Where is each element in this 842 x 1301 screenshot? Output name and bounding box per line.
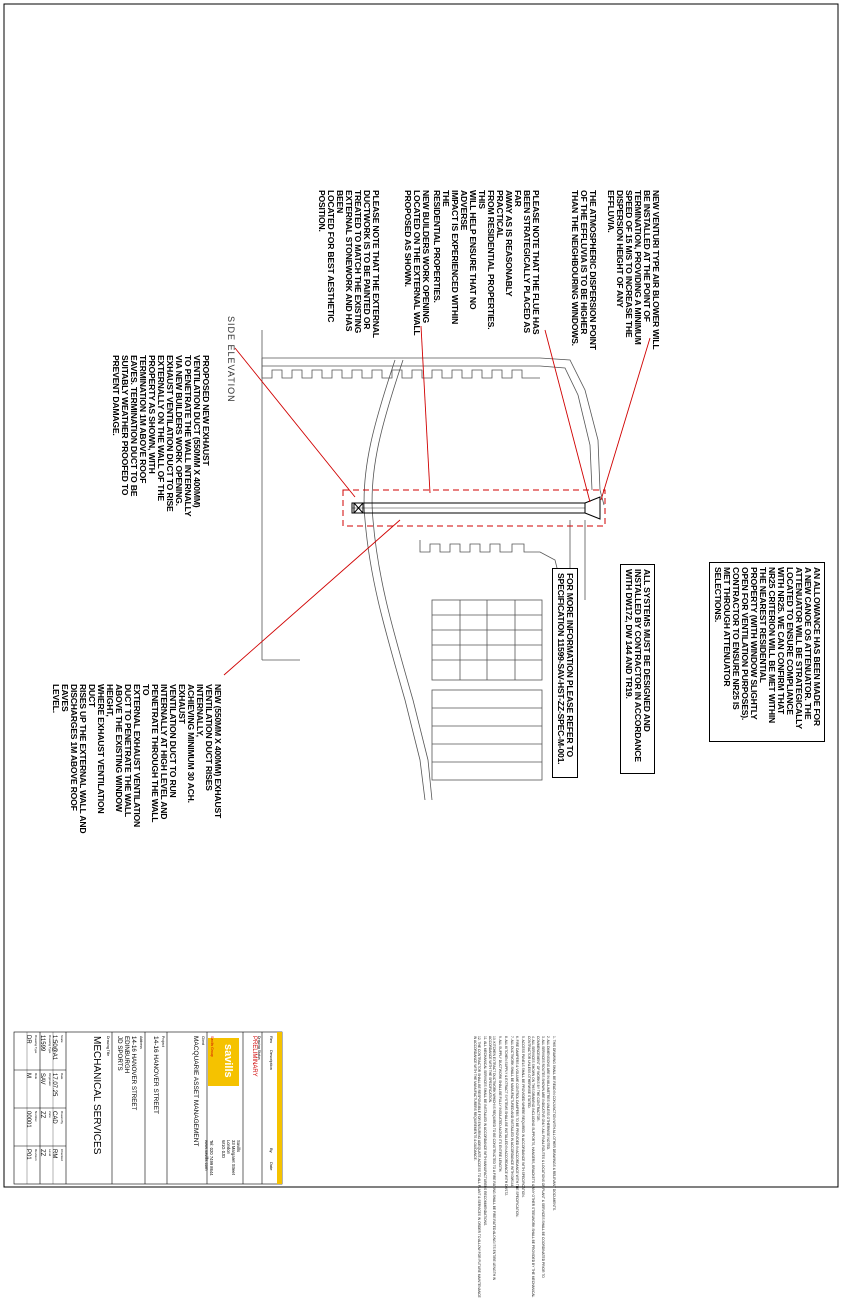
field-label: Date bbox=[60, 1073, 64, 1080]
field-value: DR bbox=[25, 1035, 31, 1044]
address-label: Address bbox=[139, 1036, 143, 1049]
field-label: Role bbox=[34, 1073, 38, 1080]
general-note: 2. ALL DIMENSIONS ARE IN MILLIMETRES UNLESS OTHERWISE NOTED. bbox=[546, 1036, 551, 1150]
field-value: ZZ bbox=[39, 1149, 45, 1157]
flue-placement-note: PLEASE NOTE THAT THE FLUE HAS BEEN STRATEGICALLY PLACED AS FAR AWAY AS IS REASONABLY PRACTICAL FROM RESIDENTIAL PROPERTIES. THIS WILL HELP ENSURE THAT NO ADVERSE IMPACT IS EXPERIENCED WITHIN THE RESIDENTIAL PROPERTIES. bbox=[431, 190, 541, 335]
revision-header-by: By bbox=[269, 1148, 274, 1153]
venturi-blower-note: NEW VENTURI TYPE AIR BLOWER WILL BE INSTALLED AT THE POINT OF TERMINATION, PROVIDING A MINIMUM SPEED OF 15 M/S TO INCREASE THE DISPERSION HEIGHT OF ANY EFFLUVIA. THE ATMOSPHERIC DISPERSION POINT OF THE EFFLUVIA IS TO BE HIGHER THAN THE NEIGHBOURING WINDOWS. bbox=[569, 190, 661, 350]
field-value: CAD bbox=[51, 1111, 57, 1124]
general-note: 11. ALL MECHANICAL SERVICES SHALL BE INSTALLED IN ACCORDANCE WITH MANUFACTURERS RECOMMENDATIONS. bbox=[482, 1036, 487, 1227]
attenuator-note: AN ALLOWANCE HAS BEEN MADE FOR A NEW CANOE OS ATTENUATOR. THE ATTENUATOR WILL BE STRATEGICALLY LOCATED TO ENSURE COMPLIANCE WITH NR25. WE CAN CONFIRM THAT NR25 CRITERION WILL BE MET WITHIN THE NEAREST RESIDENTIAL PROPERTY (WITH WINDOW SLIGHTLY OPEN FOR VENTILATION PURPOSES). CONTRACTOR TO ENSURE NR25 IS MET THROUGH ATTENUATOR SELECTIONS. bbox=[709, 562, 825, 742]
general-note: 8. ALL KITCHEN SUPPLY & EXTRACT SYSTEMS SHALL BE INSTALLED IN ACCORDANCE WITH DW172. bbox=[503, 1036, 508, 1197]
drawing-status: PRELIMINARY bbox=[251, 1036, 257, 1077]
field-value: M bbox=[25, 1073, 31, 1078]
field-value: SAV bbox=[39, 1073, 45, 1085]
field-value: 17.07.25 bbox=[51, 1073, 57, 1097]
general-note: 4. ALL SERVICES SHOWN ON THIS DRAWING INCLUDING SUPPORTS, HANGERS, BRACKETS & ANY OTHER STEELWORK SHALL BE PROVIDED BY THE MECHANICAL CONTRACTOR UNLESS OTHERWISE STATED. bbox=[526, 1036, 535, 1298]
systems-compliance-note: ALL SYSTEMS MUST BE DESIGNED AND INSTALLED BY CONTRACTOR IN ACCORDANCE WITH DW172, DW 144 AND TR19. bbox=[620, 564, 655, 774]
field-label: Drawn By bbox=[60, 1111, 64, 1125]
client-name: MACQUARIE ASSET MANAGEMENT bbox=[192, 1036, 199, 1147]
general-note: 6. FIRE DAMPERS & VOLUME CONTROL DAMPERS TO BE PROVIDED IN ACCORDANCE WITH THE SPECIFICATION. bbox=[515, 1036, 520, 1218]
general-note: 1. THIS DRAWING SHALL BE READ IN CONJUNCTION WITH ALL OTHER DRAWINGS & RELEVANT DOCUMENTS. bbox=[552, 1036, 556, 1212]
wall-curve bbox=[364, 360, 425, 800]
proposed-exhaust-duct-note: PROPOSED NEW EXHAUST VENTILATION DUCT (550MM X 400MM) TO PENETRATE THE WALL INTERNALLY VIA NEW BUILDERS WORK OPENING. EXHAUST VENTILATION DUCT TO RISE EXTERNALLY ON THE WALL OF THE PROPERTY AS SHOWN, WITH TERMINATION 1M ABOVE ROOF EAVES. TERMINATION DUCT TO BE SUITABLY WEATHER PROOFED TO PREVENT DAMAGE. bbox=[110, 355, 211, 517]
field-label: Revision bbox=[34, 1149, 38, 1161]
field-label: Level bbox=[48, 1149, 52, 1157]
company-group: Savills Group bbox=[210, 1036, 214, 1057]
ductwork-painted-note: PLEASE NOTE THAT THE EXTERNAL DUCTWORK IS TO BE PAINTED OR TREATED TO MATCH THE EXISTING EXTERNAL STONEWORK AND HAS BEEN LOCATED FOR BEST AESTHETIC POSITION. bbox=[316, 190, 381, 338]
general-note: 12. THE CONTRACTOR SHALL BE RESPONSIBLE FOR ENSURING ADEQUATE ACCESS TO ALL PLANT & SERVICES IN ORDER TO ALLOW FOR FUTURE MAINTENANCE IN ACCORDANCE WITH THE MANUFACTURERS REQUIREMENTS & GUIDANCE. bbox=[472, 1036, 481, 1298]
field-label: Checked bbox=[60, 1149, 64, 1161]
venturi-blower bbox=[585, 497, 600, 519]
exhaust-duct bbox=[352, 497, 600, 519]
drawing-status-label: Drawing Status bbox=[257, 1036, 261, 1060]
field-label: Originator bbox=[48, 1073, 52, 1087]
savills-logo: savills bbox=[208, 1038, 239, 1086]
field-label: Number bbox=[34, 1111, 38, 1122]
general-note: 5. ACCESS PANELS SHALL BE PROVIDED WHERE REQUIRED IN ACCORDANCE WITH SPECIFICATION. bbox=[520, 1036, 525, 1198]
project-label: Project bbox=[161, 1036, 165, 1047]
revision-header-date: Date bbox=[269, 1162, 274, 1171]
side-elevation-label: SIDE ELEVATION bbox=[226, 316, 236, 403]
general-note: 3. ALL SERVICES ROUTES SHOWN ARE INDICATIVE ONLY. ALL FINAL ROUTES & LOCATIONS OF PLANT & SERVICES SHALL BE COORDINATED PRIOR TO COMMENCEMENT OF WORKS BY THE CONTRACTOR. bbox=[536, 1036, 545, 1278]
revision-header-rev: Rev bbox=[269, 1036, 274, 1044]
company-tel: Tel: 020 7499 8644 bbox=[209, 1140, 214, 1176]
revision-header-description: Description bbox=[269, 1050, 274, 1071]
field-value: 00001 bbox=[25, 1111, 31, 1128]
company-web: www.savills.com bbox=[204, 1140, 209, 1171]
field-label: Drawing Type bbox=[34, 1035, 38, 1054]
general-note: 7. ALL DUCTWORK SHALL BE MANUFACTURED AND INSTALLED IN ACCORDANCE WITH DW144. bbox=[509, 1036, 514, 1188]
site-address: 14-16 HANOVER STREET EDINBURGH JD SPORTS bbox=[115, 1036, 137, 1111]
field-value: P01 bbox=[25, 1149, 31, 1160]
builders-opening-note: NEW BUILDERS WORK OPENING LOCATED ON THE EXTERNAL WALL PROPOSED AS SHOWN. bbox=[402, 190, 431, 336]
internal-duct-note: NEW (550MM X 400MM) EXHAUST VENTILATION DUCT RISES INTERNALLY, ACHIEVING MINIMUM 30 ACH. EXHAUST VENTILATION DUCT TO RUN INTERNALLY AT HIGH LEVEL AND PENETRATE THROUGH THE WALL TO EXTERNAL EXHAUST VENTILATION DUCT TO PENETRATE THE WALL ABOVE THE EXISTING WINDOW HEIGHT, WHERE EXHAUST VENTILATION DUCT RISES UP THE EXTERNAL WALL AND DISCHARGES 1M ABOVE ROOF EAVES LEVEL. bbox=[50, 684, 223, 834]
field-label: Drawing Type bbox=[48, 1035, 52, 1054]
parapet-line bbox=[262, 358, 540, 378]
drawing-title-label: Drawing Title bbox=[106, 1036, 110, 1057]
general-notes bbox=[471, 1036, 556, 1301]
field-value: 11599 bbox=[39, 1035, 45, 1052]
more-information-note: FOR MORE INFORMATION PLEASE REFER TO SPECIFICATION 11599-SAV-HST-ZZ-SPEC-M-001. bbox=[552, 568, 578, 778]
field-label: Zone bbox=[48, 1111, 52, 1118]
general-note: 10. KITCHEN EXTRACT DUCTWORK WHICH IS REQUIRED TO BE CONSTRUCTED TO A FIRE RATING SHALL BE FIRE RATED ALONG ITS ENTIRE LENGTH IN ACCORDANCE WITH THE SPECIFICATION. bbox=[488, 1036, 497, 1281]
company-address: Savills 33 Margaret Street London W1G 0JD bbox=[220, 1140, 241, 1175]
project-name: 14-16 HANOVER STREET bbox=[152, 1036, 159, 1115]
general-note: 9. ALL SUPPLY DUCTWORK SHALL BE FULLY INSULATED ALONG ITS ENTIRE LENGTH. bbox=[498, 1036, 503, 1173]
field-value: ZZ bbox=[39, 1111, 45, 1119]
client-label: Client bbox=[201, 1036, 205, 1045]
drawing-title: MECHANICAL SERVICES bbox=[91, 1036, 102, 1155]
field-value: 1:50@A1 bbox=[51, 1035, 57, 1061]
field-value: RM bbox=[51, 1149, 57, 1159]
field-label: Scale bbox=[60, 1035, 64, 1043]
